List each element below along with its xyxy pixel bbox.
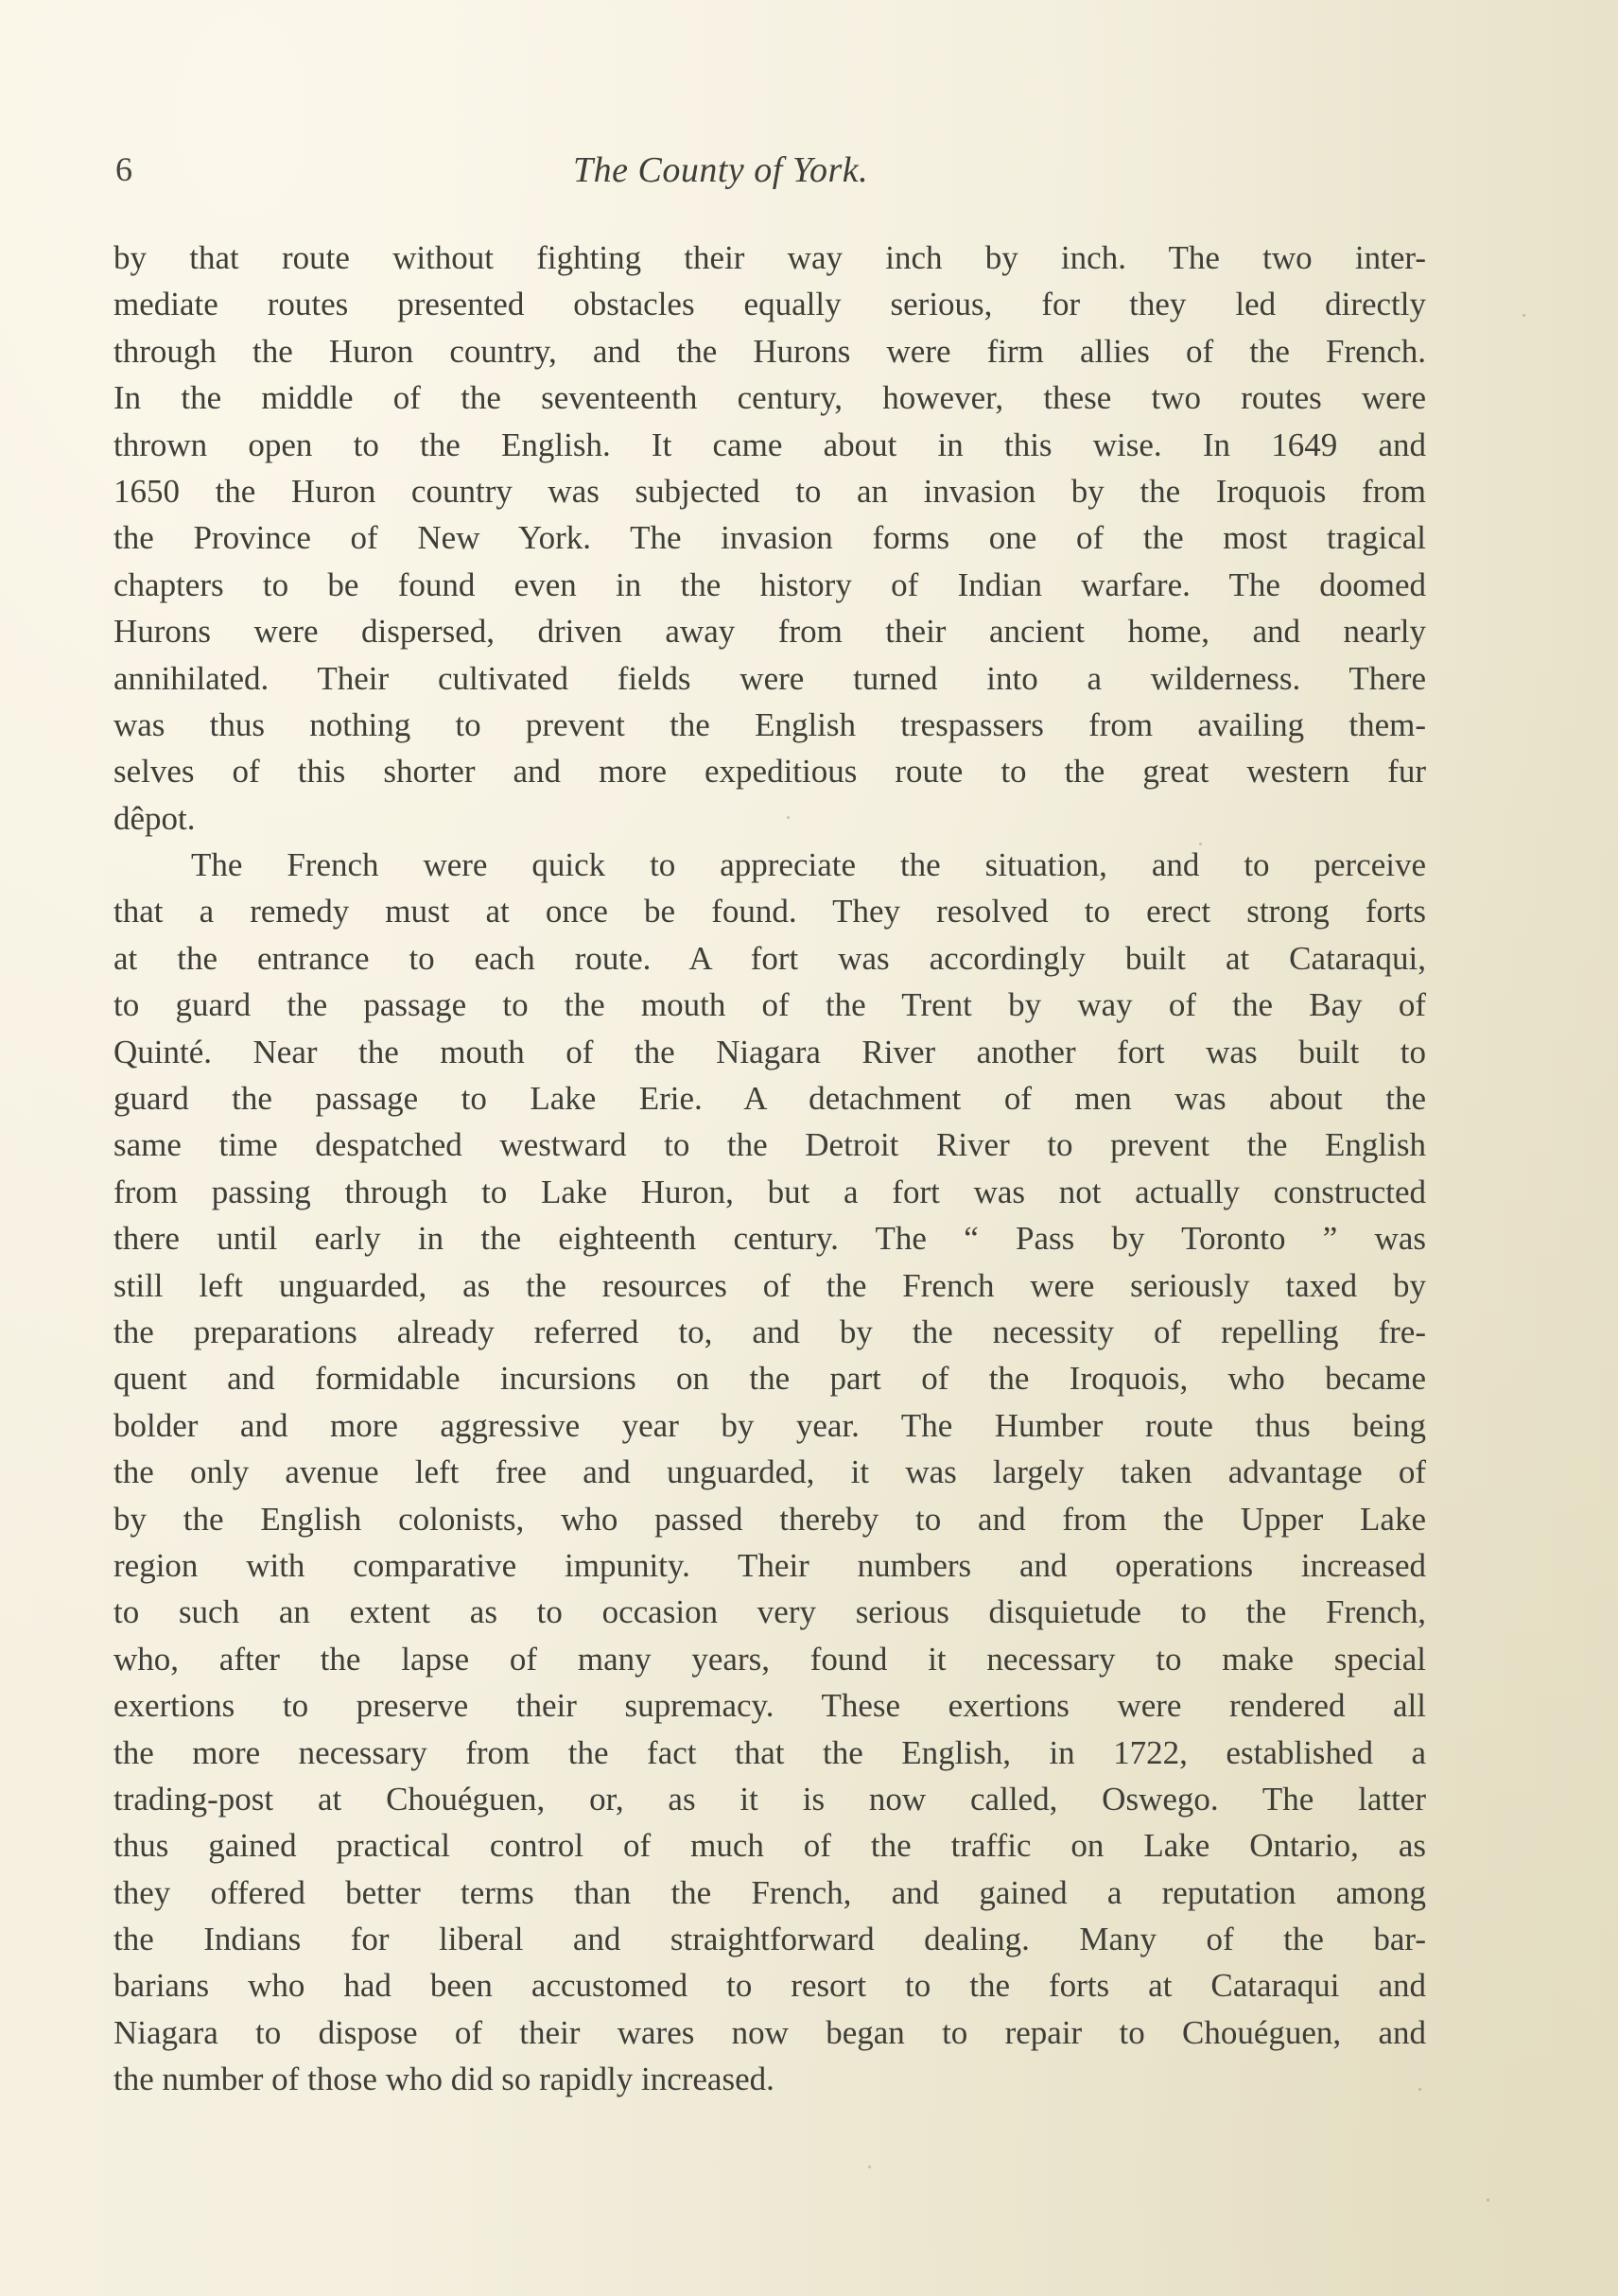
text-line: through the Huron country, and the Hurons were firm allies of the French. (113, 332, 1426, 370)
paper-speck (787, 816, 790, 819)
running-head (113, 149, 1426, 210)
text-line: that a remedy must at once be found. They resolved to erect strong forts (113, 893, 1426, 931)
text-line: by the English colonists, who passed thereby to and from the Upper Lake (113, 1500, 1426, 1538)
text-line: the preparations already referred to, and by the necessity of repelling fre- (113, 1313, 1426, 1350)
paragraph-1 (113, 235, 1426, 842)
text-line: exertions to preserve their supremacy. These exertions were rendered all (113, 1687, 1426, 1725)
text-line: thrown open to the English. It came about in this wise. In 1649 and (113, 426, 1426, 463)
text-line: barians who had been accustomed to resort to the forts at Cataraqui and (113, 1967, 1426, 2005)
text-line: quent and formidable incursions on the part of the Iroquois, who became (113, 1360, 1426, 1398)
text-line: bolder and more aggressive year by year. The Humber route thus being (113, 1406, 1426, 1444)
text-line: Niagara to dispose of their wares now began to repair to Chouéguen, and (113, 2013, 1426, 2051)
paper-speck (1487, 2199, 1489, 2201)
text-line: the Province of New York. The invasion forms one of the most tragical (113, 519, 1426, 557)
paper-speck (1418, 2088, 1421, 2091)
paper-speck (1199, 843, 1202, 845)
text-line: In the middle of the seventeenth century, however, these two routes were (113, 379, 1426, 417)
page-number: 6 (115, 150, 132, 188)
text-line: chapters to be found even in the history of Indian warfare. The doomed (113, 565, 1426, 603)
text-line: 1650 the Huron country was subjected to an invasion by the Iroquois from (113, 472, 1426, 510)
body-text (113, 235, 1426, 2103)
text-line: to such an extent as to occasion very serious disquietude to the French, (113, 1593, 1426, 1631)
text-line: by that route without fighting their way inch by inch. The two inter- (113, 239, 1426, 276)
book-page (113, 149, 1426, 2103)
text-line: the more necessary from the fact that the English, in 1722, established a (113, 1733, 1426, 1771)
text-line: dêpot. (113, 799, 196, 837)
text-line: at the entrance to each route. A fort was accordingly built at Cataraqui, (113, 939, 1426, 977)
paper-speck (868, 2166, 871, 2168)
text-line: selves of this shorter and more expeditious route to the great western fur (113, 753, 1426, 791)
running-title: The County of York. (573, 150, 869, 190)
paper-speck (1522, 314, 1525, 317)
text-line: the Indians for liberal and straightforward dealing. Many of the bar- (113, 1921, 1426, 1958)
paragraph-2 (113, 842, 1426, 2103)
text-line: still left unguarded, as the resources of the French were seriously taxed by (113, 1266, 1426, 1304)
text-line: was thus nothing to prevent the English trespassers from availing them- (113, 705, 1426, 743)
text-line: who, after the lapse of many years, found it necessary to make special (113, 1640, 1426, 1678)
text-line: to guard the passage to the mouth of the Trent by way of the Bay of (113, 986, 1426, 1024)
text-line: annihilated. Their cultivated fields were turned into a wilderness. There (113, 659, 1426, 697)
text-line: there until early in the eighteenth century. The “ Pass by Toronto ” was (113, 1220, 1426, 1258)
text-line: they offered better terms than the French, and gained a reputation among (113, 1873, 1426, 1911)
text-line: from passing through to Lake Huron, but a fort was not actually constructed (113, 1173, 1426, 1210)
text-line: the number of those who did so rapidly increased. (113, 2061, 774, 2098)
text-line: region with comparative impunity. Their numbers and operations increased (113, 1546, 1426, 1584)
text-line: Quinté. Near the mouth of the Niagara River another fort was built to (113, 1033, 1426, 1070)
text-line: The French were quick to appreciate the situation, and to perceive (191, 846, 1426, 884)
text-line: guard the passage to Lake Erie. A detachment of men was about the (113, 1080, 1426, 1118)
text-line: mediate routes presented obstacles equally serious, for they led directly (113, 286, 1426, 323)
text-line: thus gained practical control of much of the traffic on Lake Ontario, as (113, 1827, 1426, 1865)
text-line: same time despatched westward to the Detroit River to prevent the English (113, 1126, 1426, 1164)
text-line: trading-post at Chouéguen, or, as it is now called, Oswego. The latter (113, 1780, 1426, 1818)
text-line: Hurons were dispersed, driven away from their ancient home, and nearly (113, 613, 1426, 651)
text-line: the only avenue left free and unguarded, it was largely taken advantage of (113, 1453, 1426, 1491)
